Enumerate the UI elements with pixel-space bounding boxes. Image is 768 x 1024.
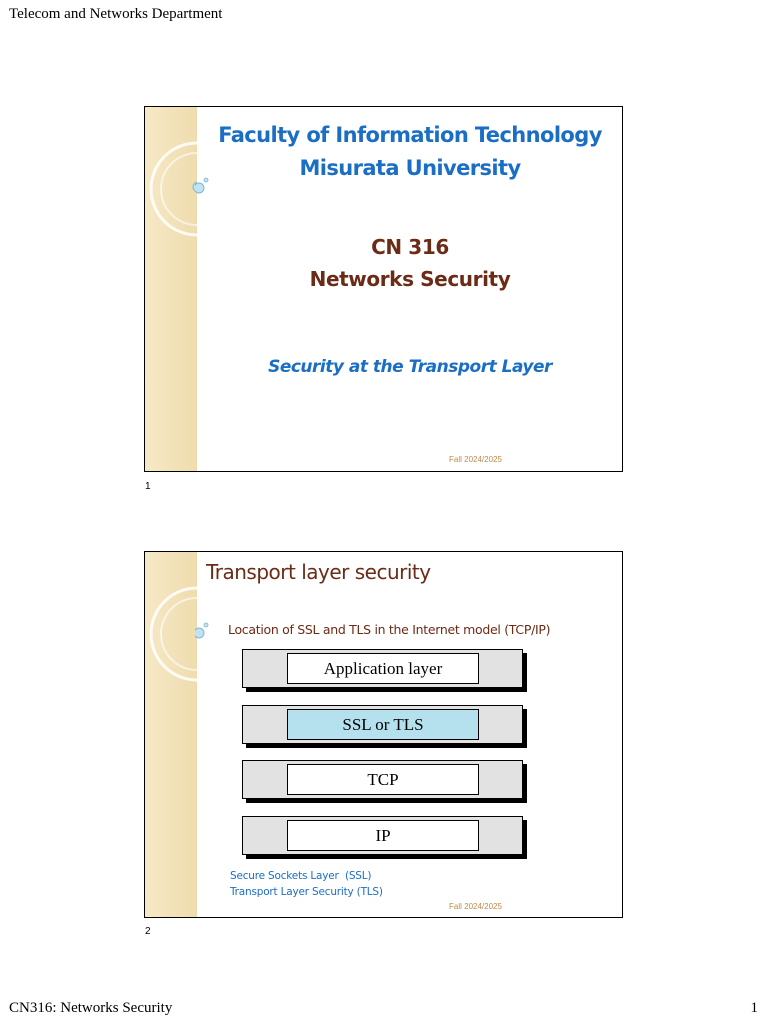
slide-1-footer: Fall 2024/2025	[449, 455, 502, 464]
layer-label: Application layer	[287, 653, 479, 684]
lecture-topic: Security at the Transport Layer	[268, 357, 552, 377]
course-heading	[205, 231, 615, 295]
page-header: Telecom and Networks Department	[9, 6, 223, 22]
layer-tcp	[242, 760, 523, 799]
slide-1	[144, 106, 623, 472]
course-code: CN 316	[371, 235, 449, 259]
slide-1-title	[205, 119, 615, 185]
page-number: 1	[750, 1000, 758, 1016]
university-name: Misurata University	[299, 156, 521, 180]
layer-application	[242, 649, 523, 688]
faculty-name: Faculty of Information Technology	[218, 123, 602, 147]
layer-label: IP	[287, 820, 479, 851]
slide-2-number: 2	[145, 926, 151, 937]
course-name: Networks Security	[309, 267, 511, 291]
decor-circles-icon	[145, 107, 197, 472]
slide-decor-band	[145, 552, 197, 917]
legend-tls: Transport Layer Security (TLS)	[230, 886, 383, 898]
layer-ssl-tls	[242, 705, 523, 744]
layer-label: SSL or TLS	[287, 709, 479, 740]
slide-2-title: Transport layer security	[206, 560, 431, 584]
decor-circles-icon	[145, 552, 197, 918]
legend-ssl: Secure Sockets Layer (SSL)	[230, 870, 372, 882]
diagram-caption: Location of SSL and TLS in the Internet model (TCP/IP)	[228, 622, 551, 637]
slide-2-footer: Fall 2024/2025	[449, 902, 502, 911]
layer-ip	[242, 816, 523, 855]
layer-label: TCP	[287, 764, 479, 795]
slide-2	[144, 551, 623, 918]
page-footer-course: CN316: Networks Security	[9, 1000, 173, 1016]
slide-decor-band	[145, 107, 197, 471]
slide-1-number: 1	[145, 481, 151, 492]
acronym-legend	[230, 868, 383, 900]
